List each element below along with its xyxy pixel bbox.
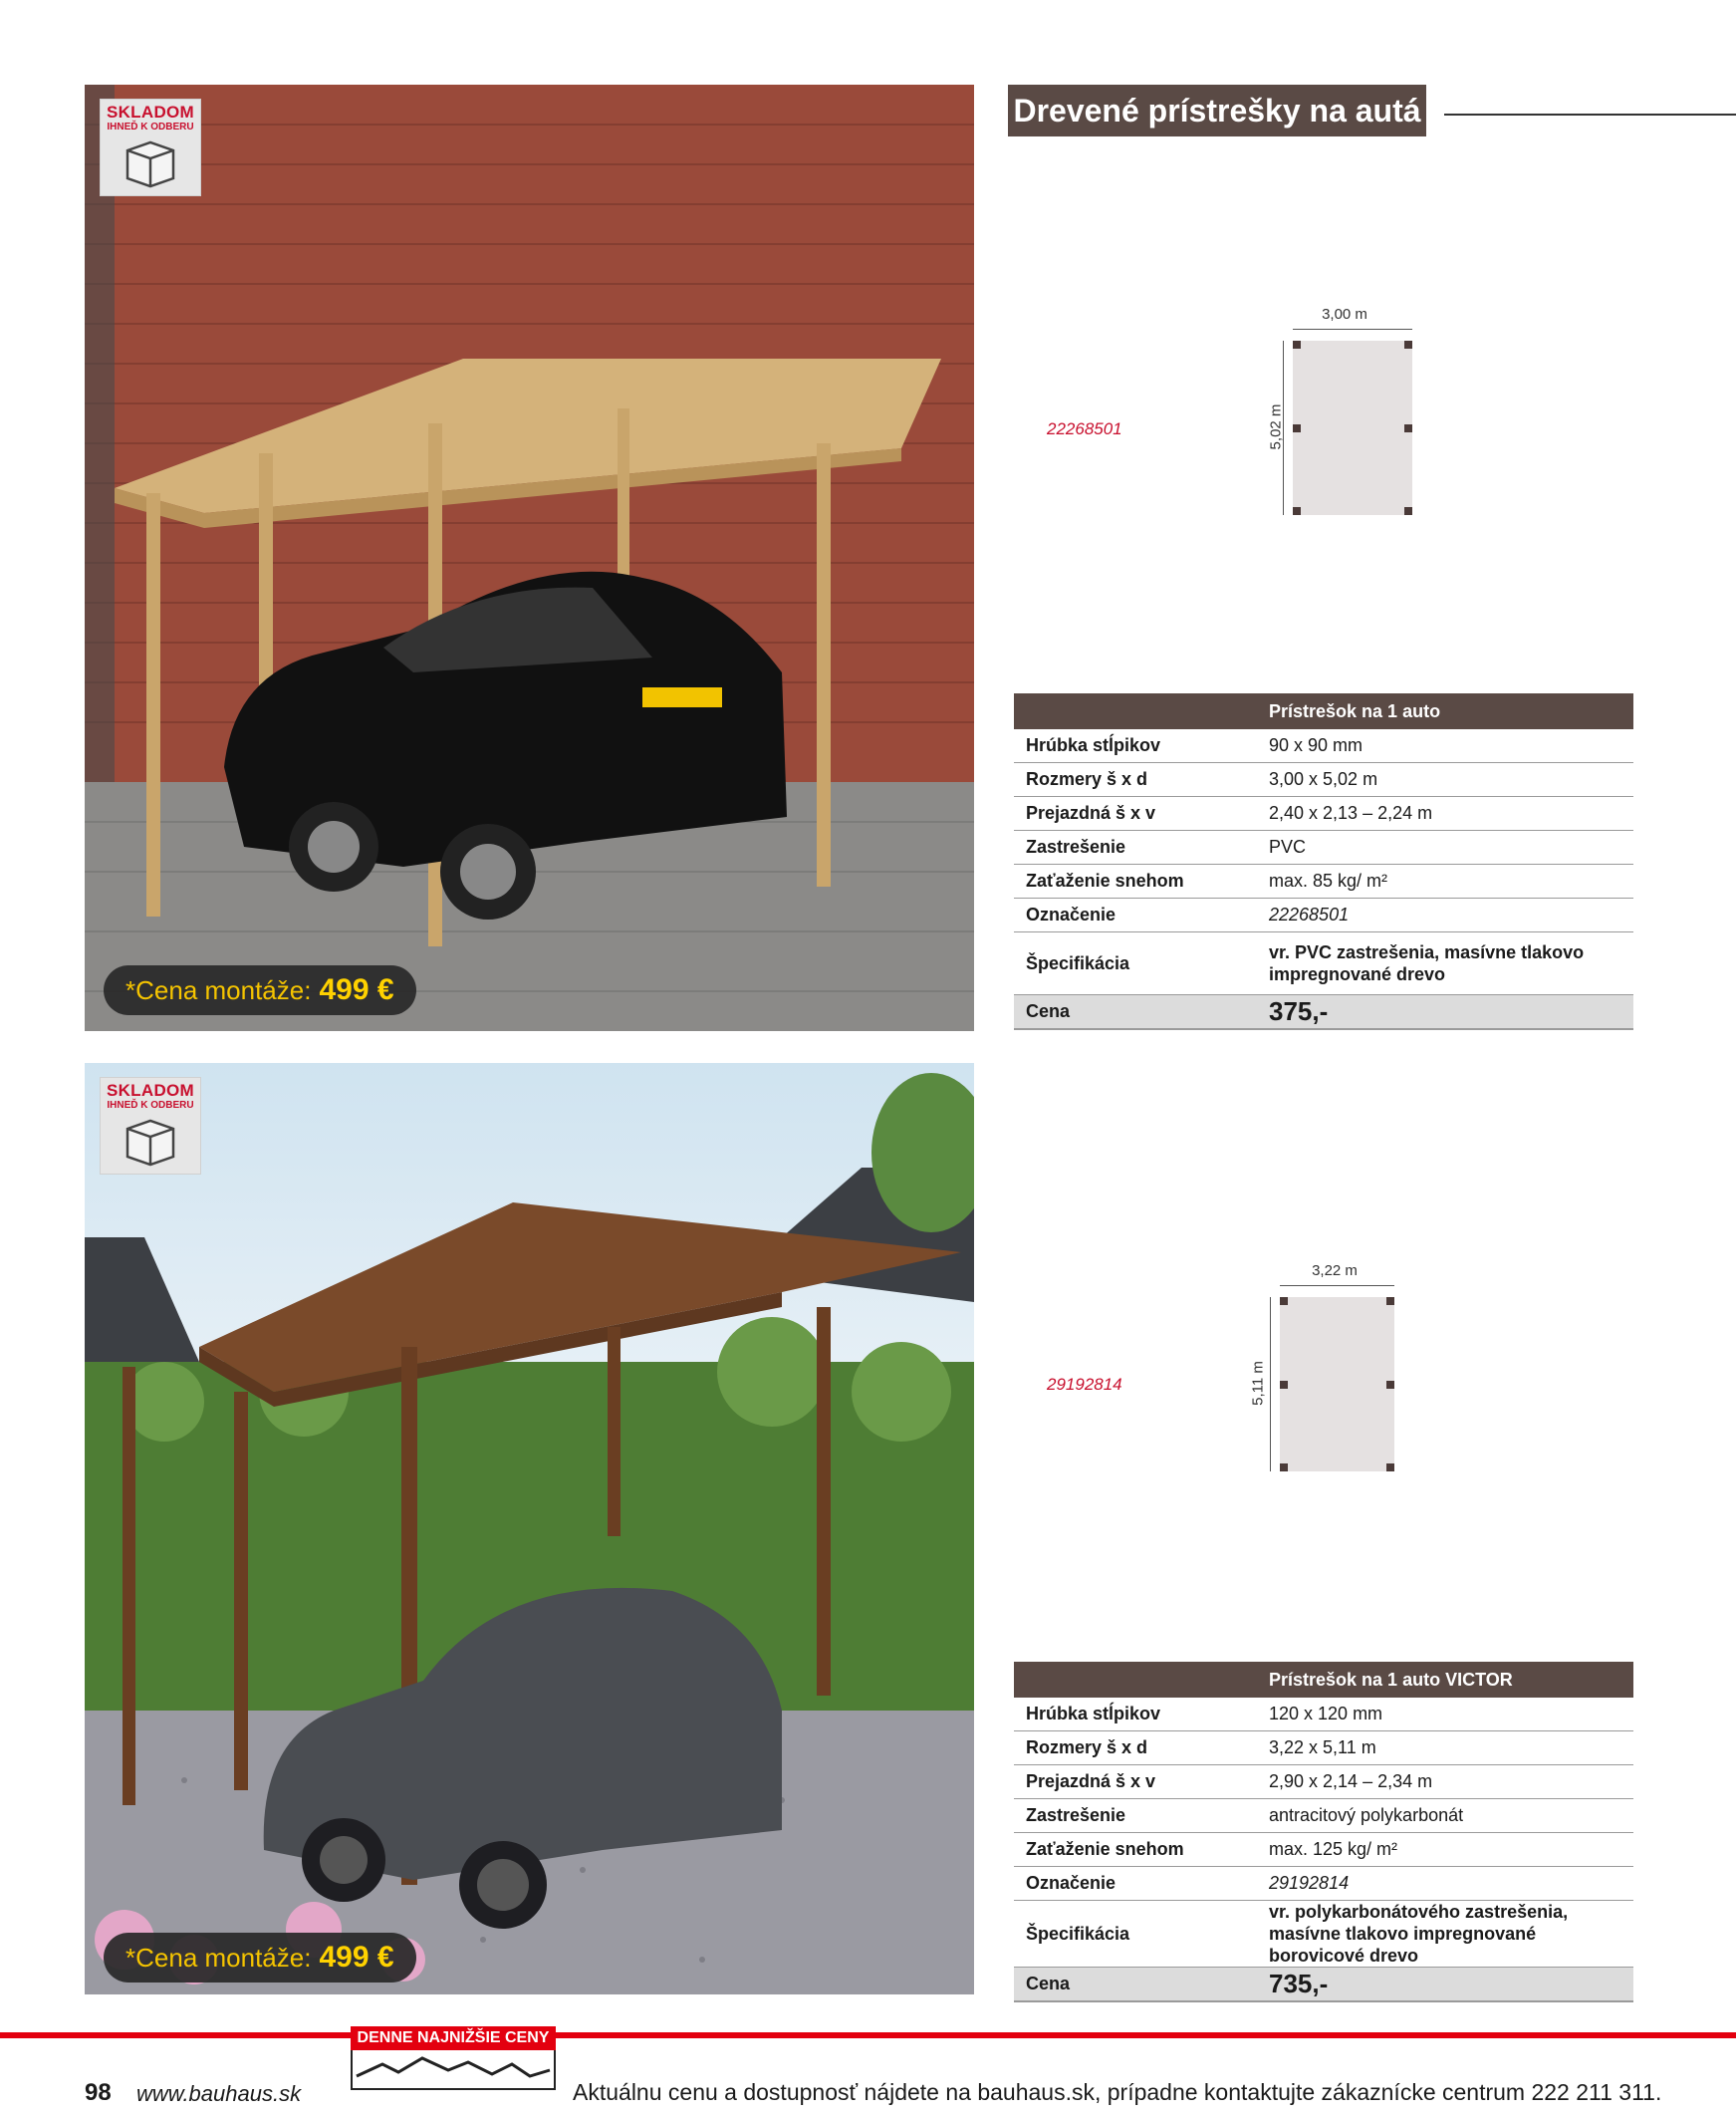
floor-plan-2 bbox=[1230, 1255, 1429, 1484]
table-row bbox=[1014, 1698, 1633, 1731]
spec-key: Prejazdná š x v bbox=[1014, 1765, 1257, 1799]
spec-key: Hrúbka stĺpikov bbox=[1014, 729, 1257, 763]
stock-badge-title: SKLADOM bbox=[106, 103, 195, 122]
table-row bbox=[1014, 1799, 1633, 1833]
stock-badge-subtitle: IHNEĎ K ODBERU bbox=[107, 1100, 194, 1111]
page-number: 98 bbox=[85, 2079, 112, 2106]
table-row bbox=[1014, 1731, 1633, 1765]
stock-badge-title: SKLADOM bbox=[106, 1081, 195, 1100]
spec-key: Rozmery š x d bbox=[1014, 763, 1257, 797]
lowest-price-tag: DENNE NAJNIŽŠIE CENY bbox=[351, 2026, 556, 2050]
table-row bbox=[1014, 1833, 1633, 1867]
spec-key: Zaťaženie snehom bbox=[1014, 1833, 1257, 1867]
footer-notice: Aktuálnu cenu a dostupnosť nájdete na bauhaus.sk, prípadne kontaktujte zákaznícke centrum 222 211 311. bbox=[573, 2079, 1662, 2105]
price-graph-icon bbox=[351, 2050, 556, 2090]
install-price-pill-1 bbox=[104, 965, 416, 1015]
plan-width-label: 3,00 m bbox=[1322, 306, 1367, 323]
spec-value: 3,00 x 5,02 m bbox=[1257, 763, 1633, 797]
table-row bbox=[1014, 831, 1633, 865]
spec-header-row bbox=[1014, 1662, 1633, 1698]
plan-depth-label: 5,02 m bbox=[1267, 403, 1285, 450]
install-price-label: *Cena montáže: bbox=[125, 974, 312, 1005]
table-row bbox=[1014, 899, 1633, 932]
install-price-pill-2 bbox=[104, 1933, 416, 1983]
install-price-value: 499 € bbox=[319, 973, 394, 1006]
plan-width-label: 3,22 m bbox=[1312, 1262, 1358, 1279]
price-label: Cena bbox=[1014, 1968, 1257, 2002]
table-row bbox=[1014, 1901, 1633, 1968]
table-row bbox=[1014, 1867, 1633, 1901]
spec-value: max. 85 kg/ m² bbox=[1257, 865, 1633, 899]
article-number-1: 22268501 bbox=[1047, 419, 1122, 438]
spec-value: antracitový polykarbonát bbox=[1257, 1799, 1633, 1833]
title-rule bbox=[1444, 114, 1736, 116]
spec-value: 2,40 x 2,13 – 2,24 m bbox=[1257, 797, 1633, 831]
stock-badge-1 bbox=[100, 99, 201, 196]
lowest-price-logo bbox=[351, 2026, 556, 2090]
section-title: Drevené prístrešky na autá bbox=[1008, 85, 1426, 136]
spec-header: Prístrešok na 1 auto VICTOR bbox=[1257, 1662, 1633, 1698]
spec-key: Zaťaženie snehom bbox=[1014, 865, 1257, 899]
spec-table-1 bbox=[1014, 693, 1633, 1030]
spec-value: 90 x 90 mm bbox=[1257, 729, 1633, 763]
spec-key: Špecifikácia bbox=[1014, 1901, 1257, 1968]
product-photo-2 bbox=[85, 1063, 974, 1994]
spec-key: Špecifikácia bbox=[1014, 932, 1257, 995]
price-value: 735,- bbox=[1257, 1968, 1633, 2002]
table-row bbox=[1014, 797, 1633, 831]
spec-key: Rozmery š x d bbox=[1014, 1731, 1257, 1765]
box-icon bbox=[124, 138, 177, 190]
spec-key: Hrúbka stĺpikov bbox=[1014, 1698, 1257, 1731]
price-label: Cena bbox=[1014, 995, 1257, 1030]
product-photo-1 bbox=[85, 85, 974, 1031]
spec-table-2 bbox=[1014, 1662, 1633, 2002]
spec-value: 22268501 bbox=[1257, 899, 1633, 932]
spec-key: Prejazdná š x v bbox=[1014, 797, 1257, 831]
website-link[interactable]: www.bauhaus.sk bbox=[136, 2081, 302, 2106]
spec-value: 29192814 bbox=[1257, 1867, 1633, 1901]
install-price-label: *Cena montáže: bbox=[125, 1942, 312, 1973]
spec-header: Prístrešok na 1 auto bbox=[1257, 693, 1633, 729]
spec-value: 2,90 x 2,14 – 2,34 m bbox=[1257, 1765, 1633, 1799]
stock-badge-2 bbox=[100, 1077, 201, 1175]
price-row bbox=[1014, 995, 1633, 1030]
spec-value: 120 x 120 mm bbox=[1257, 1698, 1633, 1731]
price-row bbox=[1014, 1968, 1633, 2002]
table-row bbox=[1014, 865, 1633, 899]
stock-badge-subtitle: IHNEĎ K ODBERU bbox=[107, 122, 194, 132]
floor-plan-1 bbox=[1245, 299, 1444, 528]
spec-value: vr. PVC zastrešenia, masívne tlakovo impregnované drevo bbox=[1257, 932, 1633, 995]
spec-value: vr. polykarbonátového zastrešenia, masívne tlakovo impregnované borovicové drevo bbox=[1257, 1901, 1633, 1968]
article-number-2: 29192814 bbox=[1047, 1375, 1122, 1394]
install-price-value: 499 € bbox=[319, 1941, 394, 1974]
spec-header-row bbox=[1014, 693, 1633, 729]
plan-depth-label: 5,11 m bbox=[1249, 1361, 1267, 1406]
spec-value: 3,22 x 5,11 m bbox=[1257, 1731, 1633, 1765]
table-row bbox=[1014, 932, 1633, 995]
spec-key: Označenie bbox=[1014, 899, 1257, 932]
table-row bbox=[1014, 1765, 1633, 1799]
spec-key: Zastrešenie bbox=[1014, 1799, 1257, 1833]
table-row bbox=[1014, 763, 1633, 797]
table-row bbox=[1014, 729, 1633, 763]
spec-value: max. 125 kg/ m² bbox=[1257, 1833, 1633, 1867]
spec-key: Zastrešenie bbox=[1014, 831, 1257, 865]
box-icon bbox=[124, 1117, 177, 1169]
price-value: 375,- bbox=[1257, 995, 1633, 1030]
spec-value: PVC bbox=[1257, 831, 1633, 865]
footer-red-line bbox=[0, 2032, 1736, 2038]
spec-key: Označenie bbox=[1014, 1867, 1257, 1901]
